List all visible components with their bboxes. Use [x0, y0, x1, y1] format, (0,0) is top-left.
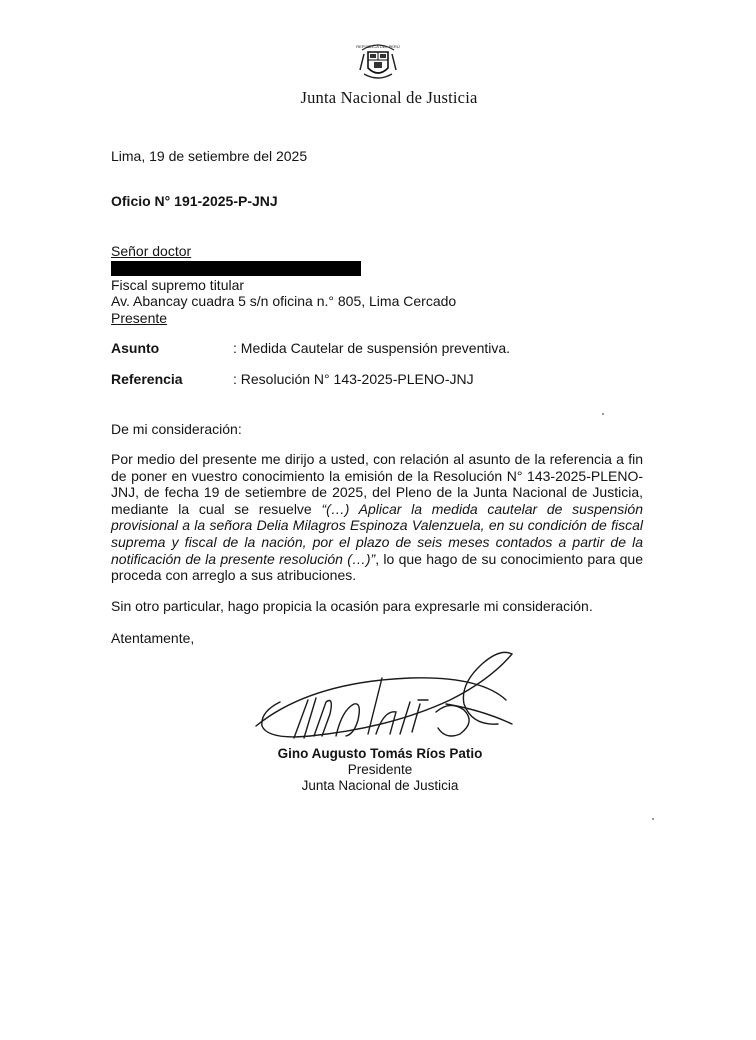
signer-role: Presidente: [347, 762, 413, 777]
coat-of-arms-icon: [356, 40, 400, 82]
addressee-salutation: Señor doctor: [111, 243, 192, 259]
document-reference-number: Oficio N° 191-2025-P-JNJ: [111, 193, 278, 209]
signer-name: Gino Augusto Tomás Ríos Patio: [277, 746, 483, 761]
body-outro: , lo que hago de su conocimiento para que proceda con arreglo a sus atribuciones.: [111, 550, 643, 584]
body-intro: Por medio del presente me dirijo a usted, con relación al asunto de la referencia a fin de poner en vuestro conocimiento la emisión de la Resolución N° 143-2025-PLENO-JNJ, de fecha 19 de setiembre de 2025, del Pleno de la Junta Nacional de Justicia, mediante la cual se resuelve: [111, 451, 643, 517]
scan-speck: [652, 818, 654, 820]
scan-speck: [602, 413, 604, 415]
addressee-address: Av. Abancay cuadra 5 s/n oficina n.° 805, Lima Cercado: [111, 293, 457, 309]
reference-label: Referencia: [111, 371, 183, 387]
redacted-name-bar: [111, 261, 361, 276]
handwritten-signature: [250, 640, 530, 752]
addressee-position: Fiscal supremo titular: [111, 276, 245, 293]
closing-courtesy: Sin otro particular, hago propicia la ocasión para expresarle mi consideración.: [111, 598, 593, 614]
reference-value: : Resolución N° 143-2025-PLENO-JNJ: [233, 371, 474, 387]
body-quote: “(…) Aplicar la medida cautelar de suspensión provisional a la señora Delia Milagros Espinoza Valenzuela, en su condición de fiscal suprema y fiscal de la nación, por el plazo de seis meses contados a partir de la notificación de la presente resolución (…)”: [111, 500, 643, 567]
greeting: De mi consideración:: [111, 421, 242, 437]
subject-label: Asunto: [111, 340, 160, 356]
crest-motto: REPÚBLICA DEL PERÚ: [356, 44, 400, 49]
institution-title: Junta Nacional de Justicia: [300, 88, 478, 107]
addressee-block: [111, 243, 456, 326]
date-line: Lima, 19 de setiembre del 2025: [111, 148, 308, 164]
closing-sign-off: Atentamente,: [111, 630, 195, 646]
addressee-presente: Presente: [111, 309, 168, 326]
body-paragraph: [111, 451, 643, 584]
signer-institution: Junta Nacional de Justicia: [301, 778, 459, 793]
subject-value: : Medida Cautelar de suspensión preventiva.: [233, 340, 511, 356]
